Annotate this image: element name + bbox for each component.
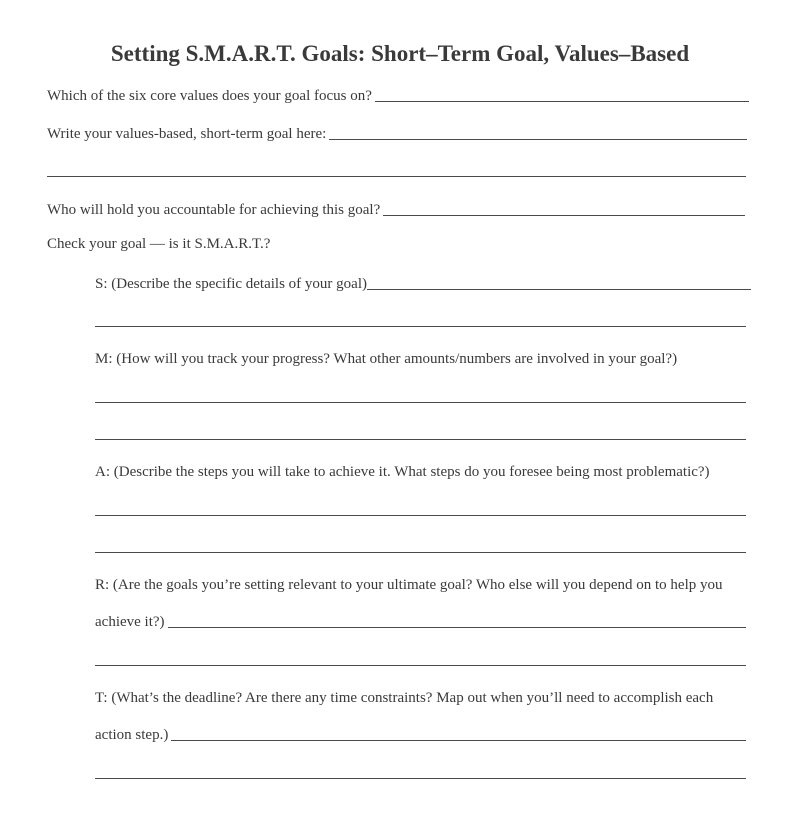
specific-label: S: (Describe the specific details of your goal) (95, 276, 367, 292)
goal-label: Write your values-based, short-term goal here: (47, 126, 327, 142)
accountable-question (47, 202, 745, 219)
measurable-answer-line-1[interactable] (95, 402, 746, 403)
smart-check-heading: Check your goal — is it S.M.A.R.T.? (47, 236, 271, 252)
relevant-answer-line-2[interactable] (95, 665, 746, 666)
accountable-answer-line[interactable] (383, 214, 745, 216)
relevant-label: R: (Are the goals you’re setting relevant to your ultimate goal? Who else will you depend on to help you (95, 577, 723, 593)
timebound-answer-line-2[interactable] (95, 778, 746, 779)
core-value-answer-line[interactable] (375, 100, 749, 102)
timebound-label-cont: action step.) (95, 727, 169, 743)
goal-answer-line-2[interactable] (47, 176, 746, 177)
timebound-question-cont (95, 727, 746, 744)
page-title: Setting S.M.A.R.T. Goals: Short–Term Goal, Values–Based (110, 41, 690, 66)
accountable-label: Who will hold you accountable for achieving this goal? (47, 202, 381, 218)
relevant-answer-line-1[interactable] (168, 626, 746, 628)
timebound-label: T: (What’s the deadline? Are there any time constraints? Map out when you’ll need to accomplish each (95, 690, 714, 706)
specific-answer-line[interactable] (367, 288, 751, 290)
achievable-answer-line-1[interactable] (95, 515, 746, 516)
goal-answer-line[interactable] (329, 138, 747, 140)
measurable-label: M: (How will you track your progress? What other amounts/numbers are involved in your goal?) (95, 351, 678, 367)
core-value-label: Which of the six core values does your goal focus on? (47, 88, 372, 104)
relevant-question-cont (95, 614, 746, 631)
achievable-label: A: (Describe the steps you will take to achieve it. What steps do you foresee being most problematic?) (95, 464, 710, 480)
timebound-answer-line-1[interactable] (171, 739, 746, 741)
relevant-label-cont: achieve it?) (95, 614, 165, 630)
core-value-question (47, 88, 749, 105)
specific-answer-line-2[interactable] (95, 326, 746, 327)
measurable-answer-line-2[interactable] (95, 439, 746, 440)
specific-question (95, 276, 751, 293)
achievable-answer-line-2[interactable] (95, 552, 746, 553)
goal-question (47, 126, 747, 143)
